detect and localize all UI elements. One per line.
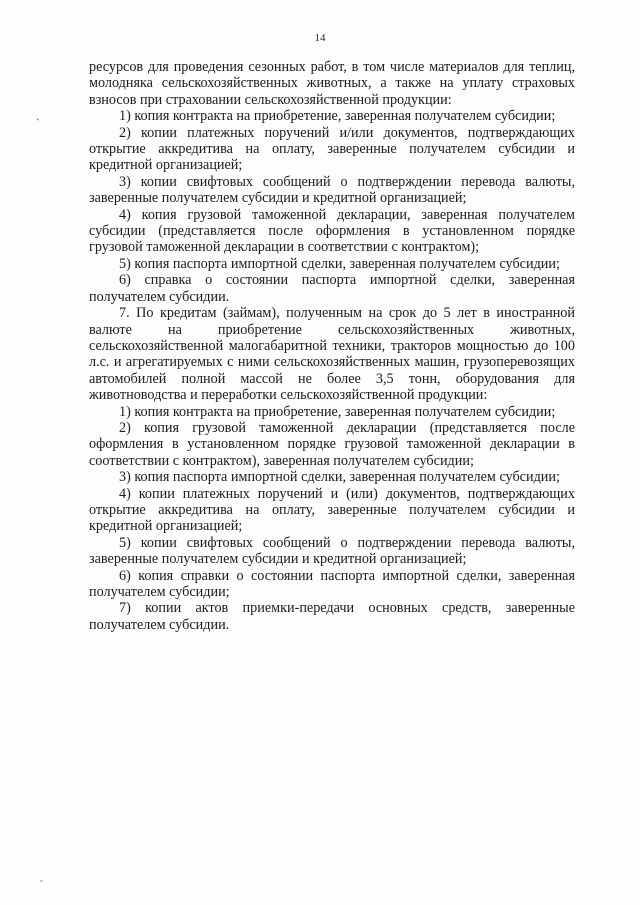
list-item: 4) копия грузовой таможенной декларации, заверенная получателем субсидии (представляется после оформления в установленном порядке грузовой таможенной декларации в соответствии с контрактом); bbox=[89, 206, 575, 256]
list-item: 2) копия грузовой таможенной декларации (представляется после оформления в установленном порядке грузовой таможенной декларации в соответствии с контрактом), заверенная получателем субсидии; bbox=[89, 419, 575, 469]
list-item: 7) копии актов приемки-передачи основных средств, заверенные получателем субсидии. bbox=[89, 600, 575, 633]
page-number: 14 bbox=[314, 32, 326, 44]
list-item: 3) копии свифтовых сообщений о подтверждении перевода валюты, заверенные получателем субсидии и кредитной организацией; bbox=[89, 173, 575, 207]
list-item: 5) копии свифтовых сообщений о подтверждении перевода валюты, заверенные получателем субсидии и кредитной организацией; bbox=[89, 534, 575, 568]
list-item: 2) копии платежных поручений и/или документов, подтверждающих открытие аккредитива на оплату, заверенные получателем субсидии и кредитной организацией; bbox=[89, 124, 575, 174]
list-item: 1) копия контракта на приобретение, заверенная получателем субсидии; bbox=[119, 108, 556, 125]
scan-speck bbox=[40, 880, 43, 882]
paragraph-continuation: ресурсов для проведения сезонных работ, в том числе материалов для теплиц, молодняка сельскохозяйственных животных, а также на уплату страховых взносов при страховании сельскохозяйственной продукции: bbox=[89, 59, 575, 108]
scan-mark: ` bbox=[36, 116, 40, 130]
list-item: 1) копия контракта на приобретение, заверенная получателем субсидии; bbox=[119, 403, 556, 420]
document-body bbox=[89, 59, 575, 633]
list-item: 6) копия справки о состоянии паспорта импортной сделки, заверенная получателем субсидии; bbox=[89, 567, 575, 600]
section-paragraph: 7. По кредитам (займам), полученным на срок до 5 лет в иностранной валюте на приобретение сельскохозяйственных животных, сельскохозяйственной малогабаритной техники, тракторов мощностью до 100 л.с. и агрегатируемых с ними сельскохозяйственных машин, грузоперевозящих автомобилей полной массой не более 3,5 тонн, оборудования для животноводства и переработки сельскохозяйственной продукции: bbox=[89, 305, 575, 404]
list-item: 4) копии платежных поручений и (или) документов, подтверждающих открытие аккредитива на оплату, заверенные получателем субсидии и кредитной организацией; bbox=[89, 485, 575, 535]
list-item: 5) копия паспорта импортной сделки, заверенная получателем субсидии; bbox=[119, 255, 560, 272]
list-item: 6) справка о состоянии паспорта импортной сделки, заверенная получателем субсидии. bbox=[89, 272, 575, 305]
list-item: 3) копия паспорта импортной сделки, заверенная получателем субсидии; bbox=[119, 469, 560, 486]
